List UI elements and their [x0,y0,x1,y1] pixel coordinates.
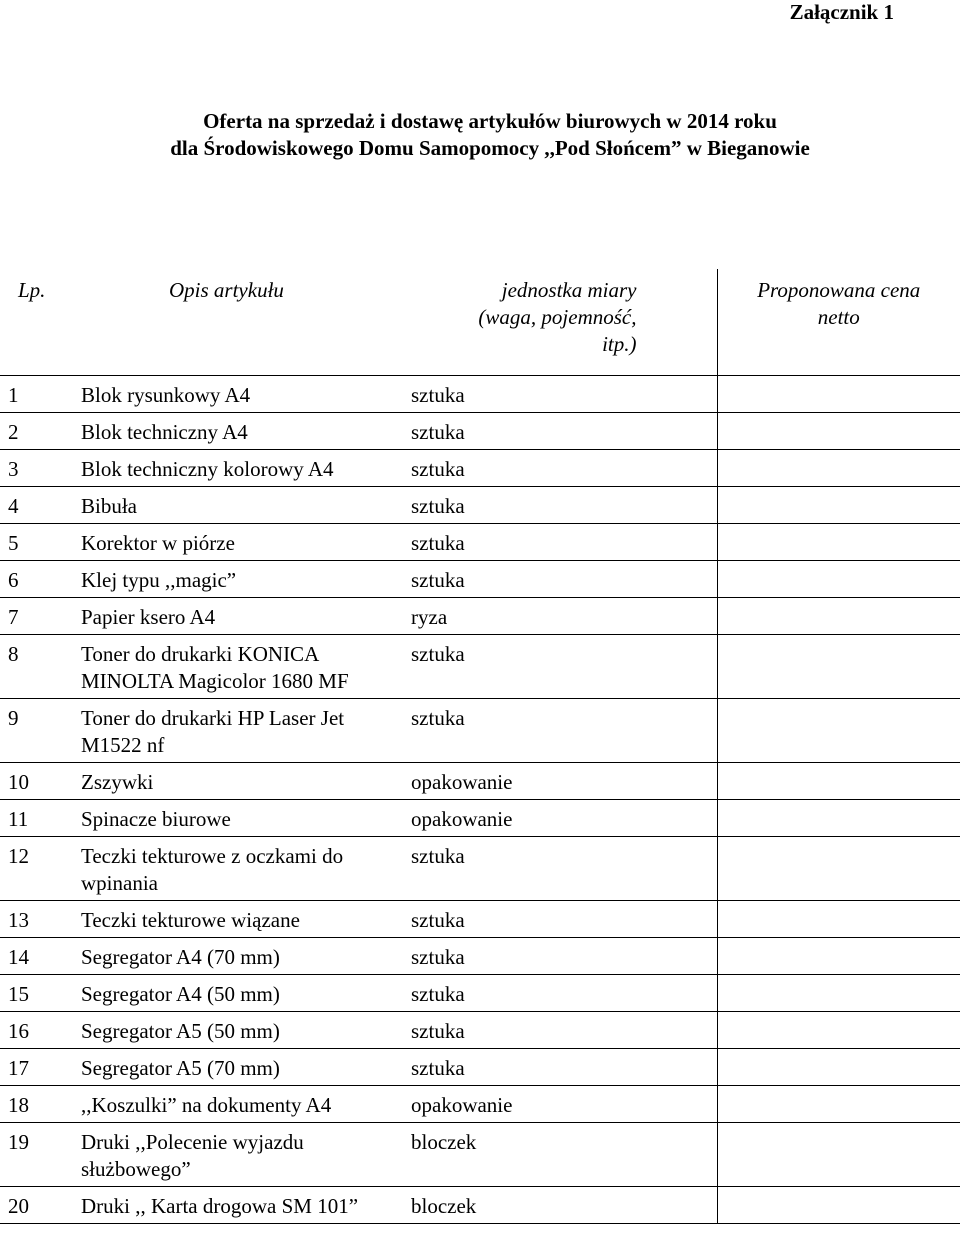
row-description: Blok rysunkowy A4 [81,383,251,407]
row-unit: sztuka [411,383,465,407]
row-unit: opakowanie [411,807,513,831]
table-row [0,901,960,938]
row-unit: sztuka [411,945,465,969]
document-title [0,108,960,162]
row-unit: sztuka [411,531,465,555]
table-row [0,837,960,901]
row-unit: sztuka [411,420,465,444]
row-description: Zszywki [81,770,154,794]
column-header-lp: Lp. [18,278,46,302]
row-lp: 19 [8,1130,29,1154]
row-price-cell[interactable] [717,635,960,699]
row-unit: sztuka [411,1019,465,1043]
title-line-1: Oferta na sprzedaż i dostawę artykułów biurowych w 2014 roku [203,109,777,133]
row-price-cell[interactable] [717,1187,960,1224]
row-description: Toner do drukarki HP Laser Jet M1522 nf [81,706,345,757]
row-description: Klej typu ,,magic” [81,568,237,592]
row-lp: 7 [8,605,19,629]
table-header-row [0,269,960,376]
row-unit: opakowanie [411,1093,513,1117]
table-row [0,763,960,800]
row-price-cell[interactable] [717,1123,960,1187]
table-body [0,376,960,1224]
table-row [0,524,960,561]
row-unit: sztuka [411,494,465,518]
column-header-price-line-2: netto [817,305,860,329]
row-lp: 17 [8,1056,29,1080]
row-lp: 4 [8,494,19,518]
row-description: Segregator A5 (50 mm) [81,1019,280,1043]
row-unit: sztuka [411,982,465,1006]
row-description: Bibuła [81,494,137,518]
row-unit: ryza [411,605,448,629]
row-price-cell[interactable] [717,598,960,635]
row-lp: 9 [8,706,19,730]
row-price-cell[interactable] [717,938,960,975]
row-description: Segregator A4 (50 mm) [81,982,280,1006]
row-price-cell[interactable] [717,975,960,1012]
column-header-unit-line-1: jednostka miary [501,278,637,302]
row-description: Segregator A5 (70 mm) [81,1056,280,1080]
title-line-2: dla Środowiskowego Domu Samopomocy ,,Pod Słońcem” w Bieganowie [170,136,810,160]
row-description: Teczki tekturowe wiązane [81,908,300,932]
table-row [0,376,960,413]
table-row [0,1086,960,1123]
table-row [0,598,960,635]
row-description: Blok techniczny kolorowy A4 [81,457,334,481]
row-lp: 3 [8,457,19,481]
table-row [0,1187,960,1224]
row-price-cell[interactable] [717,487,960,524]
row-description: Blok techniczny A4 [81,420,248,444]
row-lp: 12 [8,844,29,868]
row-lp: 10 [8,770,29,794]
table-row [0,699,960,763]
column-header-unit-line-2: (waga, pojemność, [478,305,637,329]
row-lp: 20 [8,1194,29,1218]
row-price-cell[interactable] [717,1049,960,1086]
row-unit: sztuka [411,706,465,730]
row-unit: sztuka [411,568,465,592]
table-row [0,938,960,975]
row-description: Teczki tekturowe z oczkami do wpinania [81,844,344,895]
row-description: Toner do drukarki KONICA MINOLTA Magicolor 1680 MF [81,642,349,693]
row-lp: 1 [8,383,19,407]
row-price-cell[interactable] [717,837,960,901]
row-price-cell[interactable] [717,413,960,450]
column-header-unit-line-3: itp.) [602,332,637,356]
row-price-cell[interactable] [717,699,960,763]
row-lp: 14 [8,945,29,969]
row-description: Segregator A4 (70 mm) [81,945,280,969]
column-header-price-line-1: Proponowana cena [757,278,921,302]
row-unit: opakowanie [411,770,513,794]
row-description: Druki ,,Polecenie wyjazdu służbowego” [81,1130,304,1181]
row-description: Korektor w piórze [81,531,235,555]
row-description: Spinacze biurowe [81,807,231,831]
row-unit: sztuka [411,1056,465,1080]
table-row [0,800,960,837]
row-price-cell[interactable] [717,450,960,487]
row-price-cell[interactable] [717,800,960,837]
table-row [0,1123,960,1187]
row-lp: 2 [8,420,19,444]
row-unit: sztuka [411,844,465,868]
table-row [0,975,960,1012]
column-header-description: Opis artykułu [169,278,284,302]
row-price-cell[interactable] [717,763,960,800]
row-price-cell[interactable] [717,561,960,598]
row-price-cell[interactable] [717,376,960,413]
row-lp: 18 [8,1093,29,1117]
table-row [0,487,960,524]
table-row [0,413,960,450]
row-price-cell[interactable] [717,1012,960,1049]
row-lp: 8 [8,642,19,666]
row-unit: sztuka [411,908,465,932]
row-lp: 16 [8,1019,29,1043]
column-header-price [717,269,960,376]
row-unit: sztuka [411,642,465,666]
row-unit: bloczek [411,1194,477,1218]
row-unit: sztuka [411,457,465,481]
row-lp: 6 [8,568,19,592]
row-lp: 11 [8,807,29,831]
table-row [0,450,960,487]
column-header-unit [403,269,717,376]
table-row [0,635,960,699]
row-description: Papier ksero A4 [81,605,216,629]
row-lp: 15 [8,982,29,1006]
row-price-cell[interactable] [717,901,960,938]
table-row [0,561,960,598]
attachment-label: Załącznik 1 [789,0,894,24]
row-description: ,,Koszulki” na dokumenty A4 [81,1093,332,1117]
row-lp: 13 [8,908,29,932]
row-lp: 5 [8,531,19,555]
offer-table [0,269,960,1224]
table-row [0,1049,960,1086]
row-description: Druki ,, Karta drogowa SM 101” [81,1194,359,1218]
row-price-cell[interactable] [717,524,960,561]
row-price-cell[interactable] [717,1086,960,1123]
table-row [0,1012,960,1049]
row-unit: bloczek [411,1130,477,1154]
